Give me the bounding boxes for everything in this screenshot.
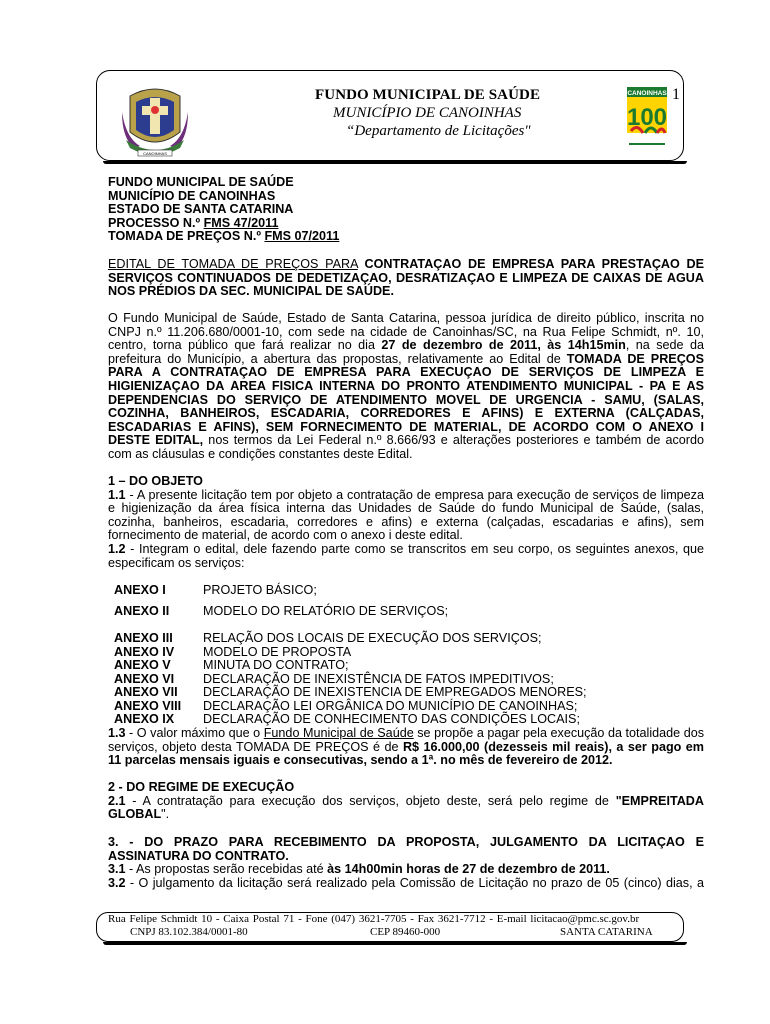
- header-department: “Departamento de Licitações": [346, 123, 531, 139]
- page-number: 1: [672, 86, 680, 103]
- annex-row: ANEXO I PROJETO BÁSICO;: [114, 583, 317, 597]
- objeto-1-2-line-2: especificam os serviços:: [108, 555, 245, 570]
- annex-row: ANEXO VIII DECLARAÇÃO LEI ORGÂNICA DO MUNICÍPIO DE CANOINHAS;: [114, 699, 578, 713]
- footer-state: SANTA CATARINA: [560, 926, 653, 938]
- annex-row: ANEXO III RELAÇÃO DOS LOCAIS DE EXECUÇÃO DOS SERVIÇOS;: [114, 631, 542, 645]
- process-label: PROCESSO N.º: [108, 215, 204, 230]
- edital-lead: EDITAL DE TOMADA DE PREÇOS PARA: [108, 258, 358, 271]
- tomada-label: TOMADA DE PREÇOS N.º: [108, 229, 265, 244]
- preamble-line-1: O Fundo Municipal de Saúde, Estado de Santa Catarina, pessoa jurídica de direito público, inscrita no: [108, 312, 704, 325]
- preamble-line-5: PARA A CONTRATAÇÃO DE EMPRESA PARA EXECUÇÃO DE SERVIÇOS DE LIMPEZA E: [108, 366, 704, 380]
- prazo-3-2: 3.2 - O julgamento da licitação será realizado pela Comissão de Licitação no prazo de 05 (cinco) dias, a: [108, 876, 704, 890]
- annex-row: ANEXO II MODELO DO RELATÓRIO DE SERVIÇOS;: [114, 604, 449, 618]
- intro-municipality: MUNICÍPIO DE CANOINHAS: [108, 188, 276, 203]
- municipal-crest-icon: [120, 82, 190, 160]
- annex-row: ANEXO VII DECLARAÇÃO DE INEXISTENCIA DE EMPREGADOS MENORES;: [114, 685, 587, 699]
- tomada-number: FMS 07/2011: [264, 229, 340, 244]
- intro-block: [108, 176, 704, 244]
- intro-process: [108, 217, 704, 231]
- edital-block: [108, 258, 704, 299]
- edital-line-3: NOS PRÉDIOS DA SEC. MUNICIPAL DE SAÚDE.: [108, 284, 394, 299]
- intro-fund: FUNDO MUNICIPAL DE SAÚDE: [108, 175, 294, 189]
- valor-amount: R$ 16.000,00 (dezesseis mil reais), a ser pago em: [402, 740, 704, 754]
- objeto-section: [108, 475, 704, 570]
- process-number: FMS 47/2011: [203, 215, 279, 230]
- footer-address: Rua Felipe Schmidt 10 - Caixa Postal 71 - Fone (047) 3621-7705 - Fax 3621-7712 - E-mail licitacao@pmc.sc.gov.br: [108, 913, 640, 925]
- header-title: FUNDO MUNICIPAL DE SAÚDE: [315, 87, 541, 103]
- valor-line-1: 1.3 - O valor máximo que o Fundo Municipal de Saúde se propõe a pagar pela execução da totalidade dos: [108, 727, 704, 740]
- prazo-section: [108, 836, 704, 890]
- preamble-line-11: com as cláusulas e condições constantes deste Edital.: [108, 446, 413, 461]
- prazo-3-1: 3.1 - As propostas serão recebidas até às 14h00min horas de 27 de dezembro de 2011.: [108, 862, 610, 877]
- canoinhas-100-logo-icon: [627, 87, 667, 151]
- logo-text: CANOINHAS: [627, 90, 667, 97]
- prazo-heading-line-2: ASSINATURA DO CONTRATO.: [108, 848, 289, 863]
- objeto-1-1-line-4: fornecimento de material, de acordo com o anexo i deste edital.: [108, 528, 463, 543]
- objeto-1-1-line-1: 1.1 - A presente licitação tem por objeto a contratação de empresa para execução de serviços de limpeza: [108, 488, 704, 502]
- fund-name-link: Fundo Municipal de Saúde: [263, 727, 414, 740]
- opening-date: 27 de dezembro de 2011, às 14h15min: [381, 339, 626, 353]
- crest-label: CANOINHAS: [143, 151, 167, 156]
- regime-section: [108, 781, 704, 822]
- prazo-heading-line-1: 3. - DO PRAZO PARA RECEBIMENTO DA PROPOSTA, JULGAMENTO DA LICITAÇÃO E: [108, 836, 704, 849]
- intro-tomada: [108, 230, 704, 244]
- footer-cnpj: CNPJ 83.102.384/0001-80: [130, 926, 248, 938]
- annex-row: ANEXO IV MODELO DE PROPOSTA: [114, 645, 352, 659]
- edital-line-2: SERVIÇOS CONTINUADOS DE DEDETIZAÇÃO, DESRATIZAÇÃO E LIMPEZA DE CAIXAS DE ÁGUA: [108, 271, 704, 285]
- edital-line-1: EDITAL DE TOMADA DE PREÇOS PARA CONTRATAÇÃO DE EMPRESA PARA PRESTAÇÃO DE: [108, 258, 704, 271]
- footer-cep: CEP 89460-000: [370, 926, 441, 938]
- valor-line-2: serviços, objeto desta TOMADA DE PREÇOS é de R$ 16.000,00 (dezesseis mil reais), a ser pago em: [108, 740, 704, 754]
- objeto-heading: 1 – DO OBJETO: [108, 474, 203, 488]
- logo-number: 100: [627, 104, 667, 131]
- annex-row: ANEXO VI DECLARAÇÃO DE INEXISTÊNCIA DE FATOS IMPEDITIVOS;: [114, 672, 554, 686]
- preamble-line-8: COZINHA, BANHEIROS, ESCADARIA, CORREDORES E AFINS) E EXTERNA (CALÇADAS,: [108, 407, 704, 421]
- objeto-1-1-line-2: e higienização da área física interna das Unidades de Saúde do fundo Municipal de Saúde, (salas,: [108, 502, 704, 516]
- regime-heading: 2 - DO REGIME DE EXECUÇÃO: [108, 780, 295, 794]
- objeto-1-2-line-1: 1.2 - Integram o edital, dele fazendo parte como se transcritos em seu corpo, os seguintes anexos, que: [108, 542, 704, 556]
- regime-line-1: 2.1 - A contratação para execução dos serviços, objeto deste, será pelo regime de "EMPREITADA: [108, 794, 704, 808]
- preamble-line-10: DESTE EDITAL, nos termos da Lei Federal n.º 8.666/93 e alterações posteriores e também de acordo: [108, 434, 704, 448]
- preamble-line-9: ESCADARIAS E AFINS), SEM FORNECIMENTO DE MATERIAL, DE ACORDO COM O ANEXO I: [108, 420, 704, 434]
- regime-line-2: GLOBAL".: [108, 807, 170, 822]
- preamble-line-6: HIGIENIZAÇÃO DA ÁREA FÍSICA INTERNA DO PRONTO ATENDIMENTO MUNICIPAL - PA E AS: [108, 379, 704, 393]
- valor-line-3: 11 parcelas mensais iguais e consecutivas, sendo a 1ª. no mês de fevereiro de 2012.: [108, 753, 613, 768]
- preamble-line-3: centro, torna público que fará realizar no dia 27 de dezembro de 2011, às 14h15min, na sede da: [108, 339, 704, 353]
- preamble-line-2: CNPJ n.º 11.206.680/0001-10, com sede na cidade de Canoinhas/SC, na Rua Felipe Schmidt, nº. 10,: [108, 325, 704, 339]
- preamble-line-4: prefeitura do Município, a abertura das propostas, relativamente ao Edital de TOMADA DE PREÇOS: [108, 352, 704, 366]
- objeto-1-1-line-3: cozinha, banheiros, escadaria, corredores e afins) e externa (calçadas, escadarias e afins), sem: [108, 515, 704, 529]
- preamble-block: [108, 312, 704, 462]
- header-municipality: MUNICÍPIO DE CANOINHAS: [333, 105, 522, 121]
- preamble-line-7: DEPENDÊNCIAS DO SERVIÇO DE ATENDIMENTO MÓVEL DE URGÊNCIA - SAMU, (SALAS,: [108, 393, 704, 407]
- intro-state: ESTADO DE SANTA CATARINA: [108, 202, 294, 217]
- valor-paragraph: [108, 727, 704, 768]
- annex-row: ANEXO V MINUTA DO CONTRATO;: [114, 658, 349, 672]
- annex-row: ANEXO IX DECLARAÇÃO DE CONHECIMENTO DAS CONDIÇÕES LOCAIS;: [114, 712, 580, 726]
